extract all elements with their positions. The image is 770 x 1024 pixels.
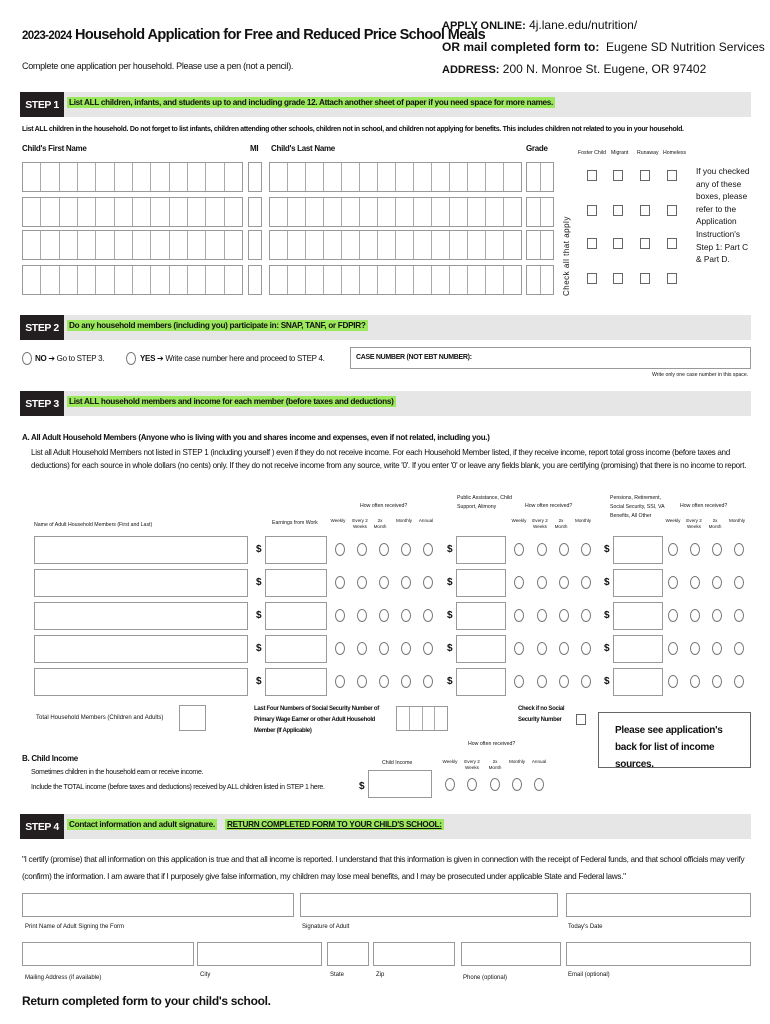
runaway-checkbox[interactable] (640, 273, 650, 284)
mailing-label: Mailing Address (if available) (25, 975, 102, 981)
child-mi-input[interactable] (248, 230, 262, 260)
earnings-frequency-radio[interactable] (423, 675, 433, 688)
freq-head-earn-0: Weekly (330, 518, 346, 523)
see-back-box (598, 712, 751, 768)
earnings-frequency-radio[interactable] (357, 543, 367, 556)
pensions-frequency-radio[interactable] (668, 642, 678, 655)
child-freq-head-3: Monthly (509, 759, 526, 764)
footer-return: Return completed form to your child's school. (22, 994, 271, 1008)
earnings-frequency-radio[interactable] (357, 576, 367, 589)
col-first-name: Child's First Name (22, 144, 87, 153)
child-mi-input[interactable] (248, 197, 262, 227)
public-assistance-input[interactable] (456, 569, 506, 597)
earnings-frequency-radio[interactable] (401, 642, 411, 655)
pensions-frequency-radio[interactable] (734, 543, 744, 556)
earnings-frequency-radio[interactable] (401, 543, 411, 556)
public-frequency-radio[interactable] (581, 543, 591, 556)
earnings-frequency-radio[interactable] (379, 543, 389, 556)
child-last-name-input[interactable] (269, 230, 522, 260)
apply-online (442, 18, 637, 32)
earnings-frequency-radio[interactable] (423, 609, 433, 622)
income-dollar: $ (604, 676, 610, 687)
how-often-3: How often received? (680, 503, 728, 509)
freq-head-pension-0: Weekly (665, 518, 681, 523)
public-frequency-radio[interactable] (537, 576, 547, 589)
mail-label: OR mail completed form to: (442, 40, 600, 54)
earnings-frequency-radio[interactable] (379, 609, 389, 622)
runaway-checkbox[interactable] (640, 205, 650, 216)
child-first-name-input[interactable] (22, 230, 243, 260)
mailing-address-input[interactable] (22, 942, 194, 966)
child-first-name-input[interactable] (22, 162, 243, 192)
step3-label: STEP 3 (20, 391, 64, 416)
yes-radio[interactable] (126, 352, 136, 365)
see-back-text: Please see application's back for list of income sources. (615, 725, 723, 770)
pensions-frequency-radio[interactable] (734, 576, 744, 589)
earnings-frequency-radio[interactable] (423, 642, 433, 655)
no-option: NO ➔ Go to STEP 3. (35, 354, 105, 363)
form-subtitle: Complete one application per household. Please use a pen (not a pencil). (22, 61, 294, 71)
col-public-assistance: Public Assistance, Child Support, Alimony (457, 495, 513, 510)
pensions-input[interactable] (613, 635, 663, 663)
step4-label: STEP 4 (20, 814, 64, 839)
state-input[interactable] (327, 942, 369, 966)
step4-banner: Contact information and adult signature. (69, 820, 215, 829)
public-frequency-radio[interactable] (514, 543, 524, 556)
pensions-frequency-radio[interactable] (712, 543, 722, 556)
address-value: 200 N. Monroe St. Eugene, OR 97402 (502, 62, 707, 76)
col-pensions: Pensions, Retirement, Social Security, SSI, VA Benefits, All Other (610, 495, 665, 519)
how-often-1: How often received? (360, 503, 408, 509)
child-first-name-input[interactable] (22, 265, 243, 295)
child-grade-input[interactable] (526, 162, 554, 192)
col-earnings: Earnings from Work (272, 520, 318, 526)
child-freq-head-2: 2x Month (488, 759, 502, 770)
city-input[interactable] (197, 942, 322, 966)
total-members-label: Total Household Members (Children and Adults) (36, 715, 164, 721)
child-frequency-radio[interactable] (534, 778, 544, 791)
earnings-frequency-radio[interactable] (379, 576, 389, 589)
freq-head-earn-4: Annual (418, 518, 434, 523)
public-frequency-radio[interactable] (581, 609, 591, 622)
partA-title: A. All Adult Household Members (Anyone who is living with you and shares income and expenses, even if not related, including you.) (22, 433, 490, 442)
child-last-name-input[interactable] (269, 197, 522, 227)
step1-bar (20, 92, 751, 117)
freq-head-public-2: 2x Month (554, 518, 568, 529)
email-label: Email (optional) (568, 972, 610, 978)
child-grade-input[interactable] (526, 265, 554, 295)
check-all-label: Check all that apply (562, 216, 571, 296)
no-ssn-label: Check if no Social Security Number (518, 706, 565, 723)
earnings-input[interactable] (265, 536, 327, 564)
state-label: State (330, 972, 345, 978)
income-dollar: $ (256, 610, 262, 621)
public-frequency-radio[interactable] (514, 675, 524, 688)
earnings-frequency-radio[interactable] (423, 576, 433, 589)
col-runaway: Runaway (637, 150, 659, 156)
pensions-frequency-radio[interactable] (734, 675, 744, 688)
income-dollar: $ (604, 544, 610, 555)
child-how-often: How often received? (468, 741, 516, 747)
public-frequency-radio[interactable] (559, 642, 569, 655)
adult-name-input[interactable] (34, 635, 248, 663)
adult-name-input[interactable] (34, 602, 248, 630)
col-foster: Foster Child (578, 150, 606, 156)
homeless-checkbox[interactable] (667, 170, 677, 181)
child-first-name-input[interactable] (22, 197, 243, 227)
title-year: 2023-2024 (22, 30, 72, 42)
how-often-2: How often received? (525, 503, 573, 509)
public-frequency-radio[interactable] (559, 576, 569, 589)
zip-label: Zip (376, 972, 385, 978)
earnings-frequency-radio[interactable] (401, 675, 411, 688)
child-last-name-input[interactable] (269, 265, 522, 295)
homeless-checkbox[interactable] (667, 205, 677, 216)
migrant-checkbox[interactable] (613, 238, 623, 249)
pensions-input[interactable] (613, 569, 663, 597)
runaway-checkbox[interactable] (640, 170, 650, 181)
pensions-frequency-radio[interactable] (734, 609, 744, 622)
title-text: Household Application for Free and Reduced Price School Meals (75, 27, 486, 43)
public-frequency-radio[interactable] (537, 642, 547, 655)
ssn-input[interactable] (396, 706, 448, 731)
step1-banner: List ALL children, infants, and students up to and including grade 12. Attach another sheet of paper if you need space for more names. (69, 98, 554, 107)
partB-text2: Include the TOTAL income (before taxes and deductions) received by ALL children listed in STEP 1 here. (31, 784, 325, 791)
city-label: City (200, 972, 211, 978)
col-last-name: Child's Last Name (271, 144, 335, 153)
step1-side-note: If you checked any of these boxes, please refer to the Application Instruction's Step 1: Part C & Part D. (696, 166, 750, 265)
foster-checkbox[interactable] (587, 205, 597, 216)
pensions-input[interactable] (613, 602, 663, 630)
freq-head-earn-3: Monthly (396, 518, 413, 523)
certify-text: "I certify (promise) that all information on this application is true and that all income is reported. I understand that this information is given in connection with the receipt of Federal funds, and that school officials may verify (confirm) the information. I am aware that if I purposely give false information, my children may lose meal benefits, and I may be prosecuted under applicable State and Federal laws." (22, 855, 745, 881)
freq-head-pension-3: Monthly (729, 518, 746, 523)
case-number-note: Write only one case number in this space. (652, 372, 749, 378)
earnings-frequency-radio[interactable] (335, 642, 345, 655)
earnings-frequency-radio[interactable] (335, 543, 345, 556)
public-frequency-radio[interactable] (537, 543, 547, 556)
pensions-input[interactable] (613, 536, 663, 564)
foster-checkbox[interactable] (587, 273, 597, 284)
foster-checkbox[interactable] (587, 238, 597, 249)
freq-head-earn-2: 2x Month (373, 518, 387, 529)
public-frequency-radio[interactable] (559, 675, 569, 688)
income-dollar: $ (604, 610, 610, 621)
income-dollar: $ (256, 676, 262, 687)
income-dollar: $ (447, 643, 453, 654)
earnings-frequency-radio[interactable] (401, 609, 411, 622)
step2-label: STEP 2 (20, 315, 64, 340)
yes-label: YES (140, 354, 156, 363)
public-assistance-input[interactable] (456, 536, 506, 564)
date-label: Today's Date (568, 924, 603, 930)
public-frequency-radio[interactable] (559, 543, 569, 556)
step1-instructions: List ALL children in the household. Do not forget to list infants, children attending other schools, children not in school, and children not applying for benefits. This includes children not related to you in your household. (22, 126, 684, 133)
earnings-frequency-radio[interactable] (357, 675, 367, 688)
pensions-frequency-radio[interactable] (668, 675, 678, 688)
yes-text: Write case number here and proceed to STEP 4. (165, 354, 325, 363)
freq-head-public-1: Every 2 Weeks (532, 518, 548, 529)
child-freq-head-4: Annual (531, 759, 547, 764)
income-dollar: $ (447, 676, 453, 687)
no-text: Go to STEP 3. (56, 354, 105, 363)
child-frequency-radio[interactable] (467, 778, 477, 791)
income-dollar: $ (447, 544, 453, 555)
signature-label: Signature of Adult (302, 924, 350, 930)
public-frequency-radio[interactable] (537, 609, 547, 622)
income-dollar: $ (604, 577, 610, 588)
step2-bar (20, 315, 751, 340)
mail-to-value: Eugene SD Nutrition Services (606, 40, 765, 54)
public-frequency-radio[interactable] (514, 576, 524, 589)
child-income-label: Child Income (382, 760, 413, 766)
income-dollar: $ (447, 610, 453, 621)
child-mi-input[interactable] (248, 265, 262, 295)
email-input[interactable] (566, 942, 751, 966)
child-grade-input[interactable] (526, 230, 554, 260)
public-frequency-radio[interactable] (514, 642, 524, 655)
freq-head-pension-2: 2x Month (708, 518, 722, 529)
pensions-input[interactable] (613, 668, 663, 696)
public-frequency-radio[interactable] (581, 576, 591, 589)
child-income-dollar: $ (359, 781, 365, 792)
child-frequency-radio[interactable] (490, 778, 500, 791)
earnings-frequency-radio[interactable] (401, 576, 411, 589)
pensions-frequency-radio[interactable] (690, 642, 700, 655)
earnings-input[interactable] (265, 668, 327, 696)
phone-input[interactable] (461, 942, 561, 966)
migrant-checkbox[interactable] (613, 205, 623, 216)
print-name-input[interactable] (22, 893, 294, 917)
col-adult-name: Name of Adult Household Members (First and Last) (34, 522, 153, 528)
child-mi-input[interactable] (248, 162, 262, 192)
earnings-frequency-radio[interactable] (357, 609, 367, 622)
pensions-frequency-radio[interactable] (712, 642, 722, 655)
return-to-school: RETURN COMPLETED FORM TO YOUR CHILD'S SCHOOL: (227, 820, 442, 829)
earnings-frequency-radio[interactable] (335, 675, 345, 688)
no-radio[interactable] (22, 352, 32, 365)
income-dollar: $ (256, 577, 262, 588)
phone-label: Phone (optional) (463, 975, 508, 981)
pensions-frequency-radio[interactable] (668, 543, 678, 556)
freq-head-earn-1: Every 2 Weeks (352, 518, 368, 529)
runaway-checkbox[interactable] (640, 238, 650, 249)
child-freq-head-1: Every 2 Weeks (464, 759, 480, 770)
earnings-input[interactable] (265, 635, 327, 663)
adult-name-input[interactable] (34, 536, 248, 564)
child-income-input[interactable] (368, 770, 432, 798)
pensions-frequency-radio[interactable] (668, 609, 678, 622)
col-migrant: Migrant (611, 150, 629, 156)
pensions-frequency-radio[interactable] (690, 576, 700, 589)
income-dollar: $ (256, 544, 262, 555)
address-label: ADDRESS: (442, 64, 500, 76)
public-frequency-radio[interactable] (514, 609, 524, 622)
step2-banner: Do any household members (including you) participate in: SNAP, TANF, or FDPIR? (69, 321, 366, 330)
earnings-frequency-radio[interactable] (379, 642, 389, 655)
foster-checkbox[interactable] (587, 170, 597, 181)
pensions-frequency-radio[interactable] (712, 609, 722, 622)
apply-online-label: APPLY ONLINE: (442, 20, 526, 32)
date-input[interactable] (566, 893, 751, 917)
income-dollar: $ (447, 577, 453, 588)
earnings-frequency-radio[interactable] (357, 642, 367, 655)
case-number-label: CASE NUMBER (NOT EBT NUMBER): (356, 354, 472, 361)
print-name-label: Print Name of Adult Signing the Form (25, 924, 125, 930)
pensions-frequency-radio[interactable] (668, 576, 678, 589)
migrant-checkbox[interactable] (613, 170, 623, 181)
step3-bar (20, 391, 751, 416)
migrant-checkbox[interactable] (613, 273, 623, 284)
col-grade: Grade (526, 144, 548, 153)
partB-title: B. Child Income (22, 754, 78, 763)
freq-head-public-0: Weekly (511, 518, 527, 523)
no-label: NO (35, 354, 47, 363)
apply-online-url[interactable]: 4j.lane.edu/nutrition/ (529, 18, 638, 32)
homeless-checkbox[interactable] (667, 238, 677, 249)
earnings-frequency-radio[interactable] (335, 576, 345, 589)
earnings-frequency-radio[interactable] (423, 543, 433, 556)
public-assistance-input[interactable] (456, 635, 506, 663)
earnings-input[interactable] (265, 569, 327, 597)
ssn-label: Last Four Numbers of Social Security Number of Primary Wage Earner or other Adult Household Member (If Applicable) (254, 706, 379, 734)
child-last-name-input[interactable] (269, 162, 522, 192)
earnings-frequency-radio[interactable] (335, 609, 345, 622)
public-frequency-radio[interactable] (581, 675, 591, 688)
step3-banner: List ALL household members and income for each member (before taxes and deductions) (69, 397, 394, 406)
no-ssn-checkbox[interactable] (576, 714, 586, 725)
pensions-frequency-radio[interactable] (712, 576, 722, 589)
step4-bar (20, 814, 751, 839)
adult-name-input[interactable] (34, 668, 248, 696)
child-frequency-radio[interactable] (512, 778, 522, 791)
col-homeless: Homeless (663, 150, 687, 156)
public-assistance-input[interactable] (456, 668, 506, 696)
partA-text: List all Adult Household Members not listed in STEP 1 (including yourself ) even if they do not receive income. For each Household Member listed, if they receive income, report total gross income (before taxes and deductions) for each source in whole dollars (no cents) only. If they do not receive income from any source, write '0'. If you enter '0' or leave any fields blank, you are certifying (promising) that there is no income to report. (31, 448, 747, 470)
total-members-input[interactable] (179, 705, 206, 731)
signature-input[interactable] (300, 893, 558, 917)
pensions-frequency-radio[interactable] (690, 543, 700, 556)
earnings-frequency-radio[interactable] (379, 675, 389, 688)
yes-option: YES ➔ Write case number here and proceed to STEP 4. (140, 354, 325, 363)
earnings-input[interactable] (265, 602, 327, 630)
col-mi: MI (250, 144, 259, 153)
adult-name-input[interactable] (34, 569, 248, 597)
mail-to (442, 40, 765, 54)
pensions-frequency-radio[interactable] (690, 609, 700, 622)
pensions-frequency-radio[interactable] (712, 675, 722, 688)
freq-head-public-3: Monthly (575, 518, 592, 523)
step1-label: STEP 1 (20, 92, 64, 117)
income-dollar: $ (604, 643, 610, 654)
form-title (22, 27, 485, 43)
pensions-frequency-radio[interactable] (734, 642, 744, 655)
public-frequency-radio[interactable] (537, 675, 547, 688)
child-grade-input[interactable] (526, 197, 554, 227)
income-dollar: $ (256, 643, 262, 654)
homeless-checkbox[interactable] (667, 273, 677, 284)
child-frequency-radio[interactable] (445, 778, 455, 791)
partB-text1: Sometimes children in the household earn or receive income. (31, 769, 204, 776)
public-frequency-radio[interactable] (581, 642, 591, 655)
address (442, 62, 706, 76)
zip-input[interactable] (373, 942, 455, 966)
case-number-input[interactable] (350, 347, 751, 369)
freq-head-pension-1: Every 2 Weeks (686, 518, 702, 529)
pensions-frequency-radio[interactable] (690, 675, 700, 688)
public-frequency-radio[interactable] (559, 609, 569, 622)
public-assistance-input[interactable] (456, 602, 506, 630)
child-freq-head-0: Weekly (442, 759, 458, 764)
